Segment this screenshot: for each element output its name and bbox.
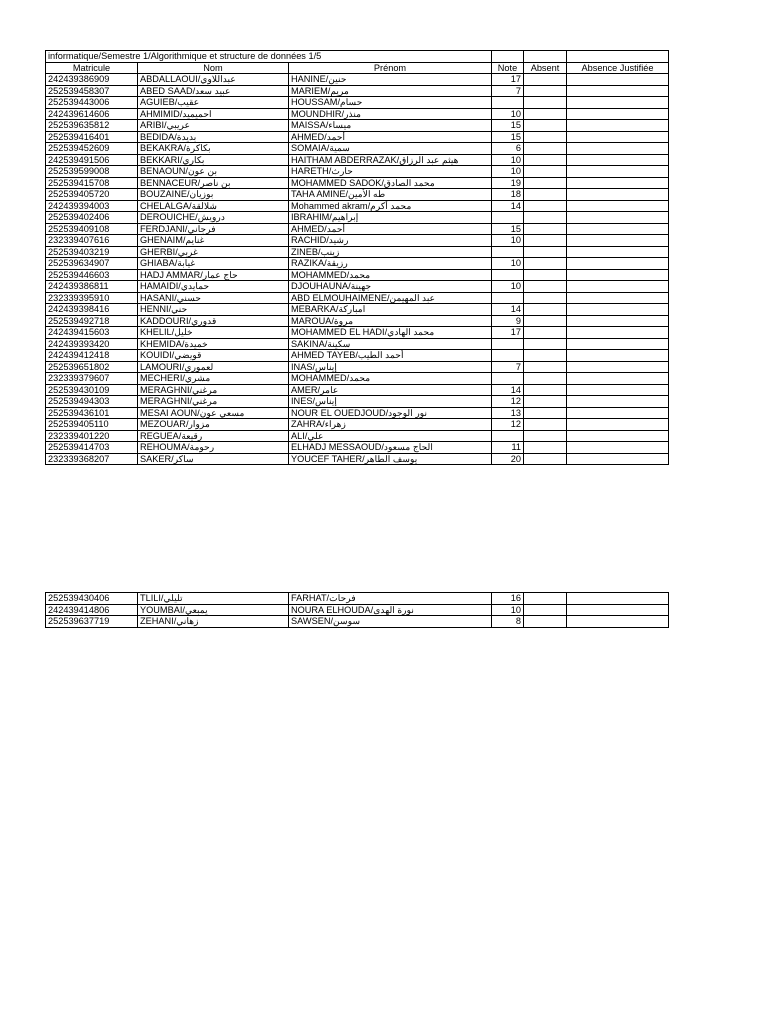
nom-cell: ABED SAAD/عبيد سعد bbox=[138, 85, 289, 97]
absent-cell bbox=[524, 97, 567, 109]
matricule-cell: 242439394003 bbox=[46, 200, 138, 212]
nom-cell: FERDJANI/فرجاني bbox=[138, 223, 289, 235]
matricule-cell: 252539599008 bbox=[46, 166, 138, 178]
matricule-cell: 232339401220 bbox=[46, 430, 138, 442]
note-cell: 10 bbox=[492, 154, 524, 166]
table-row bbox=[46, 442, 669, 454]
prenom-cell: ZINEB/زينب bbox=[289, 246, 492, 258]
prenom-cell: AHMED TAYEB/أحمد الطيب bbox=[289, 350, 492, 362]
nom-cell: KHEMIDA/خميدة bbox=[138, 338, 289, 350]
absent-cell bbox=[524, 407, 567, 419]
nom-cell: MEZOUAR/مزوار bbox=[138, 419, 289, 431]
col-header-nom: Nom bbox=[138, 62, 289, 74]
absent-cell bbox=[524, 304, 567, 316]
table-row bbox=[46, 453, 669, 465]
prenom-cell: MAROUA/مروة bbox=[289, 315, 492, 327]
prenom-cell: MOHAMMED/محمد bbox=[289, 269, 492, 281]
note-cell: 10 bbox=[492, 258, 524, 270]
nom-cell: HADJ AMMAR/حاج عمار bbox=[138, 269, 289, 281]
nom-cell: ABDALLAOUI/عبداللاوي bbox=[138, 74, 289, 86]
absence-justifiee-cell bbox=[567, 616, 669, 628]
nom-cell: ARIBI/عريبي bbox=[138, 120, 289, 132]
absence-justifiee-cell bbox=[567, 212, 669, 224]
note-cell bbox=[492, 269, 524, 281]
nom-cell: MECHERI/مشري bbox=[138, 373, 289, 385]
prenom-cell: DJOUHAUNA/جهينة bbox=[289, 281, 492, 293]
nom-cell: YOUMBAI/يمبعي bbox=[138, 604, 289, 616]
absent-cell bbox=[524, 235, 567, 247]
table-row bbox=[46, 74, 669, 86]
prenom-cell: INAS/إيناس bbox=[289, 361, 492, 373]
absence-justifiee-cell bbox=[567, 396, 669, 408]
note-cell bbox=[492, 373, 524, 385]
table-row bbox=[46, 154, 669, 166]
absence-justifiee-cell bbox=[567, 258, 669, 270]
absence-justifiee-cell bbox=[567, 200, 669, 212]
note-cell: 7 bbox=[492, 361, 524, 373]
matricule-cell: 252539409108 bbox=[46, 223, 138, 235]
note-cell: 14 bbox=[492, 384, 524, 396]
table-row bbox=[46, 292, 669, 304]
nom-cell: HENNI/حني bbox=[138, 304, 289, 316]
note-cell: 6 bbox=[492, 143, 524, 155]
matricule-cell: 252539494303 bbox=[46, 396, 138, 408]
absent-cell bbox=[524, 419, 567, 431]
header-row bbox=[46, 62, 669, 74]
note-cell: 8 bbox=[492, 616, 524, 628]
absent-cell bbox=[524, 338, 567, 350]
grades-table bbox=[45, 50, 669, 465]
nom-cell: CHELALGA/شلالقة bbox=[138, 200, 289, 212]
matricule-cell: 232339379607 bbox=[46, 373, 138, 385]
title-blank-cell bbox=[524, 51, 567, 63]
absent-cell bbox=[524, 154, 567, 166]
note-cell: 17 bbox=[492, 327, 524, 339]
note-cell bbox=[492, 292, 524, 304]
prenom-cell: MOHAMMED EL HADI/محمد الهادي bbox=[289, 327, 492, 339]
note-cell bbox=[492, 97, 524, 109]
note-cell: 10 bbox=[492, 235, 524, 247]
absence-justifiee-cell bbox=[567, 189, 669, 201]
note-cell: 9 bbox=[492, 315, 524, 327]
absent-cell bbox=[524, 373, 567, 385]
note-cell bbox=[492, 246, 524, 258]
table-row bbox=[46, 616, 669, 628]
absence-justifiee-cell bbox=[567, 604, 669, 616]
prenom-cell: MAISSA/ميساء bbox=[289, 120, 492, 132]
matricule-cell: 242439386811 bbox=[46, 281, 138, 293]
table-row bbox=[46, 315, 669, 327]
nom-cell: LAMOURI/لعموري bbox=[138, 361, 289, 373]
absent-cell bbox=[524, 315, 567, 327]
nom-cell: BENNACEUR/بن ناصر bbox=[138, 177, 289, 189]
absence-justifiee-cell bbox=[567, 350, 669, 362]
note-cell: 13 bbox=[492, 407, 524, 419]
absent-cell bbox=[524, 85, 567, 97]
absence-justifiee-cell bbox=[567, 108, 669, 120]
absent-cell bbox=[524, 350, 567, 362]
nom-cell: TLILI/تليلي bbox=[138, 593, 289, 605]
absence-justifiee-cell bbox=[567, 143, 669, 155]
nom-cell: BEKKARI/بكاري bbox=[138, 154, 289, 166]
prenom-cell: HOUSSAM/حسام bbox=[289, 97, 492, 109]
note-cell: 12 bbox=[492, 396, 524, 408]
prenom-cell: IBRAHIM/إبراهيم bbox=[289, 212, 492, 224]
table-row bbox=[46, 258, 669, 270]
matricule-cell: 252539452609 bbox=[46, 143, 138, 155]
prenom-cell: HARETH/حارث bbox=[289, 166, 492, 178]
prenom-cell: INES/إيناس bbox=[289, 396, 492, 408]
absent-cell bbox=[524, 212, 567, 224]
absent-cell bbox=[524, 361, 567, 373]
note-cell: 12 bbox=[492, 419, 524, 431]
matricule-cell: 252539414703 bbox=[46, 442, 138, 454]
prenom-cell: SOMAIA/سمية bbox=[289, 143, 492, 155]
absent-cell bbox=[524, 258, 567, 270]
prenom-cell: MEBARKA/امباركة bbox=[289, 304, 492, 316]
table-row bbox=[46, 304, 669, 316]
note-cell bbox=[492, 430, 524, 442]
note-cell: 18 bbox=[492, 189, 524, 201]
table-row bbox=[46, 593, 669, 605]
absence-justifiee-cell bbox=[567, 269, 669, 281]
prenom-cell: ZAHRA/زهراء bbox=[289, 419, 492, 431]
matricule-cell: 252539405720 bbox=[46, 189, 138, 201]
absence-justifiee-cell bbox=[567, 154, 669, 166]
table-row bbox=[46, 235, 669, 247]
col-header-absent: Absent bbox=[524, 62, 567, 74]
prenom-cell: ELHADJ MESSAOUD/الحاج مسعود bbox=[289, 442, 492, 454]
note-cell: 10 bbox=[492, 166, 524, 178]
grades-table-continued bbox=[45, 592, 669, 628]
matricule-cell: 252539415708 bbox=[46, 177, 138, 189]
absence-justifiee-cell bbox=[567, 407, 669, 419]
table-row bbox=[46, 189, 669, 201]
table-row bbox=[46, 281, 669, 293]
matricule-cell: 252539405110 bbox=[46, 419, 138, 431]
matricule-cell: 252539458307 bbox=[46, 85, 138, 97]
matricule-cell: 252539416401 bbox=[46, 131, 138, 143]
matricule-cell: 242439415603 bbox=[46, 327, 138, 339]
note-cell: 16 bbox=[492, 593, 524, 605]
prenom-cell: MOUNDHIR/منذر bbox=[289, 108, 492, 120]
table-row bbox=[46, 108, 669, 120]
note-cell: 11 bbox=[492, 442, 524, 454]
absence-justifiee-cell bbox=[567, 338, 669, 350]
prenom-cell: Mohammed akram/محمد أكرم bbox=[289, 200, 492, 212]
absent-cell bbox=[524, 189, 567, 201]
table-row bbox=[46, 97, 669, 109]
prenom-cell: MOHAMMED/محمد bbox=[289, 373, 492, 385]
prenom-cell: AMER/عامر bbox=[289, 384, 492, 396]
matricule-cell: 242539491506 bbox=[46, 154, 138, 166]
absence-justifiee-cell bbox=[567, 246, 669, 258]
col-header-absence-justifiee: Absence Justifiée bbox=[567, 62, 669, 74]
matricule-cell: 252539446603 bbox=[46, 269, 138, 281]
matricule-cell: 252539651802 bbox=[46, 361, 138, 373]
title-blank-cell bbox=[492, 51, 524, 63]
table-row bbox=[46, 373, 669, 385]
nom-cell: AGUIEB/عقيب bbox=[138, 97, 289, 109]
prenom-cell: MOHAMMED SADOK/محمد الصادق bbox=[289, 177, 492, 189]
absent-cell bbox=[524, 131, 567, 143]
prenom-cell: NOURA ELHOUDA/نورة الهدى bbox=[289, 604, 492, 616]
table-row bbox=[46, 430, 669, 442]
absent-cell bbox=[524, 604, 567, 616]
table-row bbox=[46, 200, 669, 212]
table-row bbox=[46, 166, 669, 178]
matricule-cell: 242439393420 bbox=[46, 338, 138, 350]
prenom-cell: HAITHAM ABDERRAZAK/هيثم عبد الرزاق bbox=[289, 154, 492, 166]
table-row bbox=[46, 143, 669, 155]
note-cell: 15 bbox=[492, 223, 524, 235]
nom-cell: ZEHANI/زهاني bbox=[138, 616, 289, 628]
nom-cell: DEROUICHE/درويش bbox=[138, 212, 289, 224]
absence-justifiee-cell bbox=[567, 327, 669, 339]
sheet-title: informatique/Semestre 1/Algorithmique et structure de données 1/5 bbox=[46, 51, 492, 63]
matricule-cell: 252539637719 bbox=[46, 616, 138, 628]
prenom-cell: AHMED/أحمد bbox=[289, 131, 492, 143]
table-row bbox=[46, 407, 669, 419]
absent-cell bbox=[524, 430, 567, 442]
nom-cell: GHERBI/غربي bbox=[138, 246, 289, 258]
table-row bbox=[46, 361, 669, 373]
note-cell: 17 bbox=[492, 74, 524, 86]
matricule-cell: 252539402406 bbox=[46, 212, 138, 224]
note-cell: 10 bbox=[492, 281, 524, 293]
matricule-cell: 252539430406 bbox=[46, 593, 138, 605]
table-row bbox=[46, 327, 669, 339]
absence-justifiee-cell bbox=[567, 315, 669, 327]
note-cell: 7 bbox=[492, 85, 524, 97]
absent-cell bbox=[524, 327, 567, 339]
note-cell: 10 bbox=[492, 604, 524, 616]
prenom-cell: SAKINA/سكينة bbox=[289, 338, 492, 350]
absence-justifiee-cell bbox=[567, 430, 669, 442]
absence-justifiee-cell bbox=[567, 361, 669, 373]
absent-cell bbox=[524, 246, 567, 258]
table-row bbox=[46, 177, 669, 189]
nom-cell: BOUZAINE/بوزيان bbox=[138, 189, 289, 201]
nom-cell: MESAI AOUN/مسعي عون bbox=[138, 407, 289, 419]
note-cell bbox=[492, 212, 524, 224]
absence-justifiee-cell bbox=[567, 223, 669, 235]
absent-cell bbox=[524, 223, 567, 235]
matricule-cell: 232339395910 bbox=[46, 292, 138, 304]
table-row bbox=[46, 419, 669, 431]
nom-cell: SAKER/ساكر bbox=[138, 453, 289, 465]
absent-cell bbox=[524, 74, 567, 86]
note-cell: 15 bbox=[492, 120, 524, 132]
prenom-cell: MARIEM/مريم bbox=[289, 85, 492, 97]
absence-justifiee-cell bbox=[567, 304, 669, 316]
col-header-note: Note bbox=[492, 62, 524, 74]
nom-cell: BEDIDA/بديدة bbox=[138, 131, 289, 143]
matricule-cell: 252539430109 bbox=[46, 384, 138, 396]
nom-cell: GHIABA/غيابة bbox=[138, 258, 289, 270]
matricule-cell: 242439398416 bbox=[46, 304, 138, 316]
absent-cell bbox=[524, 200, 567, 212]
note-cell: 20 bbox=[492, 453, 524, 465]
matricule-cell: 252539436101 bbox=[46, 407, 138, 419]
absence-justifiee-cell bbox=[567, 453, 669, 465]
absent-cell bbox=[524, 396, 567, 408]
prenom-cell: TAHA AMINE/طه الأمين bbox=[289, 189, 492, 201]
note-cell: 19 bbox=[492, 177, 524, 189]
note-cell: 15 bbox=[492, 131, 524, 143]
absence-justifiee-cell bbox=[567, 120, 669, 132]
table-row bbox=[46, 212, 669, 224]
prenom-cell: NOUR EL OUEDJOUD/نور الوجود bbox=[289, 407, 492, 419]
prenom-cell: RAZIKA/رزيقة bbox=[289, 258, 492, 270]
prenom-cell: RACHID/رشيد bbox=[289, 235, 492, 247]
absence-justifiee-cell bbox=[567, 177, 669, 189]
prenom-cell: SAWSEN/سوسن bbox=[289, 616, 492, 628]
absence-justifiee-cell bbox=[567, 373, 669, 385]
matricule-cell: 242439414806 bbox=[46, 604, 138, 616]
nom-cell: REGUEA/رقيعة bbox=[138, 430, 289, 442]
nom-cell: GHENAIM/غنايم bbox=[138, 235, 289, 247]
nom-cell: KHELIL/خليل bbox=[138, 327, 289, 339]
prenom-cell: FARHAT/فرحات bbox=[289, 593, 492, 605]
absence-justifiee-cell bbox=[567, 85, 669, 97]
absent-cell bbox=[524, 143, 567, 155]
nom-cell: AHMIMID/احميميد bbox=[138, 108, 289, 120]
nom-cell: MERAGHNI/مرغني bbox=[138, 396, 289, 408]
note-cell bbox=[492, 350, 524, 362]
matricule-cell: 232339407616 bbox=[46, 235, 138, 247]
matricule-cell: 252539403219 bbox=[46, 246, 138, 258]
absent-cell bbox=[524, 166, 567, 178]
col-header-matricule: Matricule bbox=[46, 62, 138, 74]
absent-cell bbox=[524, 292, 567, 304]
table-row bbox=[46, 338, 669, 350]
matricule-cell: 242439412418 bbox=[46, 350, 138, 362]
note-cell: 10 bbox=[492, 108, 524, 120]
absence-justifiee-cell bbox=[567, 235, 669, 247]
prenom-cell: ABD ELMOUHAIMENE/عبد المهيمن bbox=[289, 292, 492, 304]
absence-justifiee-cell bbox=[567, 97, 669, 109]
absent-cell bbox=[524, 453, 567, 465]
nom-cell: BEKAKRA/بكاكرة bbox=[138, 143, 289, 155]
matricule-cell: 252539634907 bbox=[46, 258, 138, 270]
absent-cell bbox=[524, 442, 567, 454]
table-row bbox=[46, 269, 669, 281]
absent-cell bbox=[524, 616, 567, 628]
table-row bbox=[46, 223, 669, 235]
absence-justifiee-cell bbox=[567, 281, 669, 293]
nom-cell: KOUIDI/قويضي bbox=[138, 350, 289, 362]
table-row bbox=[46, 396, 669, 408]
absent-cell bbox=[524, 593, 567, 605]
absent-cell bbox=[524, 120, 567, 132]
note-cell bbox=[492, 338, 524, 350]
table-row bbox=[46, 384, 669, 396]
title-blank-cell bbox=[567, 51, 669, 63]
absence-justifiee-cell bbox=[567, 292, 669, 304]
prenom-cell: YOUCEF TAHER/يوسف الطاهر bbox=[289, 453, 492, 465]
nom-cell: REHOUMA/رحومة bbox=[138, 442, 289, 454]
absent-cell bbox=[524, 269, 567, 281]
nom-cell: HASANI/حسني bbox=[138, 292, 289, 304]
matricule-cell: 252539492718 bbox=[46, 315, 138, 327]
nom-cell: BENAOUN/بن عون bbox=[138, 166, 289, 178]
matricule-cell: 242439614606 bbox=[46, 108, 138, 120]
table-row bbox=[46, 246, 669, 258]
table-row bbox=[46, 604, 669, 616]
nom-cell: MERAGHNI/مرغني bbox=[138, 384, 289, 396]
table-row bbox=[46, 85, 669, 97]
col-header-prenom: Prénom bbox=[289, 62, 492, 74]
absence-justifiee-cell bbox=[567, 166, 669, 178]
prenom-cell: HANINE/حنين bbox=[289, 74, 492, 86]
absence-justifiee-cell bbox=[567, 131, 669, 143]
absent-cell bbox=[524, 108, 567, 120]
absent-cell bbox=[524, 177, 567, 189]
absent-cell bbox=[524, 281, 567, 293]
prenom-cell: AHMED/أحمد bbox=[289, 223, 492, 235]
absence-justifiee-cell bbox=[567, 384, 669, 396]
title-row bbox=[46, 51, 669, 63]
matricule-cell: 252539443006 bbox=[46, 97, 138, 109]
absence-justifiee-cell bbox=[567, 74, 669, 86]
note-cell: 14 bbox=[492, 304, 524, 316]
absence-justifiee-cell bbox=[567, 442, 669, 454]
nom-cell: KADDOURI/قدوري bbox=[138, 315, 289, 327]
nom-cell: HAMAIDI/حمايدي bbox=[138, 281, 289, 293]
prenom-cell: ALI/علي bbox=[289, 430, 492, 442]
table-row bbox=[46, 350, 669, 362]
matricule-cell: 232339368207 bbox=[46, 453, 138, 465]
absence-justifiee-cell bbox=[567, 419, 669, 431]
absent-cell bbox=[524, 384, 567, 396]
matricule-cell: 242439386909 bbox=[46, 74, 138, 86]
table-row bbox=[46, 131, 669, 143]
note-cell: 14 bbox=[492, 200, 524, 212]
absence-justifiee-cell bbox=[567, 593, 669, 605]
matricule-cell: 252539635812 bbox=[46, 120, 138, 132]
table-row bbox=[46, 120, 669, 132]
